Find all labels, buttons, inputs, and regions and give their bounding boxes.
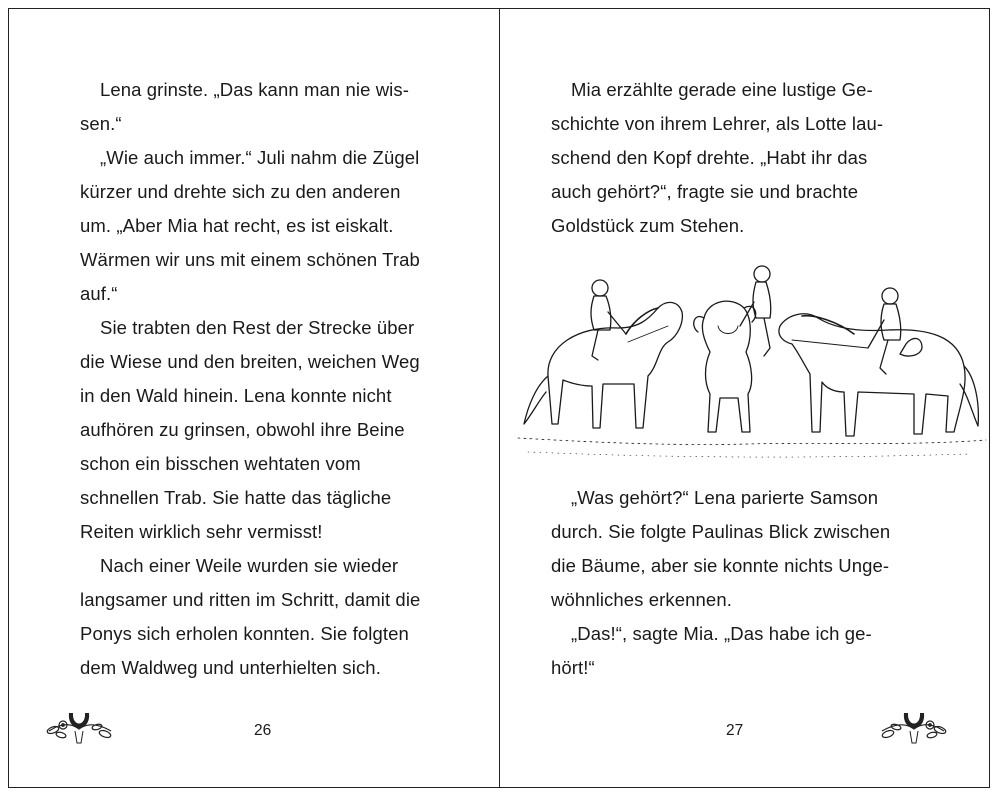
- text-line: wöhnliches erkennen.: [551, 589, 732, 610]
- text-line: auf.“: [80, 283, 118, 304]
- text-line: schend den Kopf drehte. „Habt ihr das: [551, 147, 868, 168]
- text-line: Sie trabten den Rest der Strecke über: [100, 317, 415, 338]
- text-line: hört!“: [551, 657, 595, 678]
- text-line: schichte von ihrem Lehrer, als Lotte lau-: [551, 113, 884, 134]
- text-line: Ponys sich erholen konnten. Sie folgten: [80, 623, 409, 644]
- text-line: Wärmen wir uns mit einem schönen Trab: [80, 249, 420, 270]
- text-line: durch. Sie folgte Paulinas Blick zwischen: [551, 521, 891, 542]
- text-line: die Bäume, aber sie konnte nichts Unge-: [551, 555, 890, 576]
- horseshoe-flower-ornament-icon: [39, 703, 119, 753]
- left-page-text: [80, 73, 460, 685]
- horseshoe-flower-ornament-icon: [874, 703, 954, 753]
- text-line: Nach einer Weile wurden sie wieder: [100, 555, 399, 576]
- right-page: [500, 8, 990, 788]
- page-number: 26: [254, 722, 272, 739]
- text-line: schnellen Trab. Sie hatte das tägliche: [80, 487, 392, 508]
- text-line: die Wiese und den breiten, weichen Weg: [80, 351, 420, 372]
- ponies-with-riders-illustration: [508, 256, 990, 468]
- text-line: dem Waldweg und unterhielten sich.: [80, 657, 381, 678]
- text-line: kürzer und drehte sich zu den anderen: [80, 181, 401, 202]
- text-line: auch gehört?“, fragte sie und brachte: [551, 181, 859, 202]
- right-page-text-bottom: [551, 481, 931, 685]
- text-line: in den Wald hinein. Lena konnte nicht: [80, 385, 392, 406]
- text-line: aufhören zu grinsen, obwohl ihre Beine: [80, 419, 405, 440]
- text-line: Reiten wirklich sehr vermisst!: [80, 521, 323, 542]
- text-line: schon ein bisschen wehtaten vom: [80, 453, 361, 474]
- page-number: 27: [726, 722, 744, 739]
- text-line: „Wie auch immer.“ Juli nahm die Zügel: [100, 147, 420, 168]
- text-line: Goldstück zum Stehen.: [551, 215, 745, 236]
- text-line: langsamer und ritten im Schritt, damit die: [80, 589, 421, 610]
- left-page: [9, 8, 499, 788]
- text-line: Lena grinste. „Das kann man nie wis-: [100, 79, 409, 100]
- right-page-text-top: [551, 73, 931, 243]
- text-line: Mia erzählte gerade eine lustige Ge-: [571, 79, 873, 100]
- text-line: „Was gehört?“ Lena parierte Samson: [571, 487, 879, 508]
- text-line: um. „Aber Mia hat recht, es ist eiskalt.: [80, 215, 394, 236]
- text-line: „Das!“, sagte Mia. „Das habe ich ge-: [571, 623, 872, 644]
- text-line: sen.“: [80, 113, 122, 134]
